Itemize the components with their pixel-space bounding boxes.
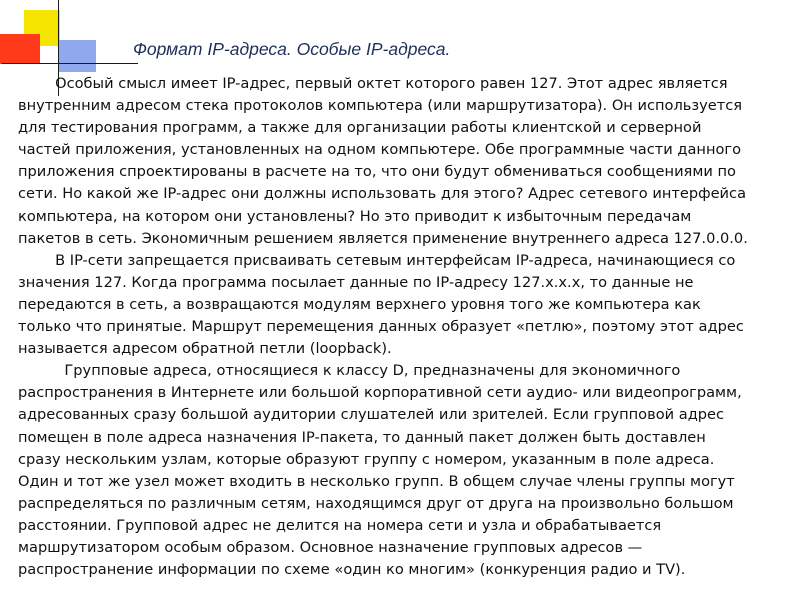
text-line: адресованных сразу большой аудитории слушателей или зрителей. Если групповой адрес [18,406,725,424]
text-line: внутренним адресом стека протоколов компьютера (или маршрутизатора). Он используется [18,97,743,115]
paragraph-loopback-intro [18,73,790,250]
text-line: помещен в поле адреса назначения IP-пакета, то данный пакет должен быть доставлен [18,428,706,446]
paragraph-loopback-rules [18,250,790,360]
slide-body [18,73,790,581]
text-line: пакетов в сеть. Экономичным решением является применение внутреннего адреса 127.0.0.0. [18,229,748,247]
decorative-red-square [0,34,40,64]
text-line: расстоянии. Групповой адрес не делится на номера сети и узла и обрабатывается [18,516,662,534]
text-line: В IP-сети запрещается присваивать сетевым интерфейсам IP-адреса, начинающиеся со [18,251,736,269]
text-line: для тестирования программ, а также для организации работы клиентской и серверной [18,119,702,137]
text-line: сразу нескольким узлам, которые образуют группу с номером, указанным в поле адреса. [18,450,715,468]
text-line: распределяться по различным сетям, находящимся друг от друга на произвольно большом [18,494,734,512]
text-line: распространение информации по схеме «один ко многим» (конкуренция радио и TV). [18,561,686,579]
text-line: Один и тот же узел может входить в несколько групп. В общем случае члены группы могут [18,472,735,490]
text-line: значения 127. Когда программа посылает данные по IP-адресу 127.x.x.x, то данные не [18,273,694,291]
decorative-horizontal-line [2,63,138,64]
text-line: только что принятые. Маршрут перемещения данных образует «петлю», поэтому этот адрес [18,318,744,336]
text-line: называется адресом обратной петли (loopback). [18,340,392,358]
text-line: компьютера, на котором они установлены? Но это приводит к избыточным передачам [18,207,692,225]
text-line: Особый смысл имеет IP-адрес, первый октет которого равен 127. Этот адрес является [18,75,728,92]
text-line: распространения в Интернете или большой корпоративной сети аудио- или видеопрограмм, [18,384,742,402]
slide-title: Формат IP-адреса. Особые IP-адреса. [133,39,451,59]
text-line: передаются в сеть, а возвращаются модулям верхнего уровня того же компьютера как [18,295,701,313]
paragraph-multicast [18,360,790,581]
text-line: сети. Но какой же IP-адрес они должны использовать для этого? Адрес сетевого интерфейса [18,185,747,203]
decorative-blue-square [58,40,96,72]
text-line: маршрутизатором особым образом. Основное назначение групповых адресов — [18,538,643,556]
text-line: частей приложения, установленных на одном компьютере. Обе программные части данного [18,141,742,159]
text-line: Групповые адреса, относящиеся к классу D, предназначены для экономичного [18,362,681,380]
text-line: приложения спроектированы в расчете на то, что они будут обмениваться сообщениями по [18,163,736,181]
